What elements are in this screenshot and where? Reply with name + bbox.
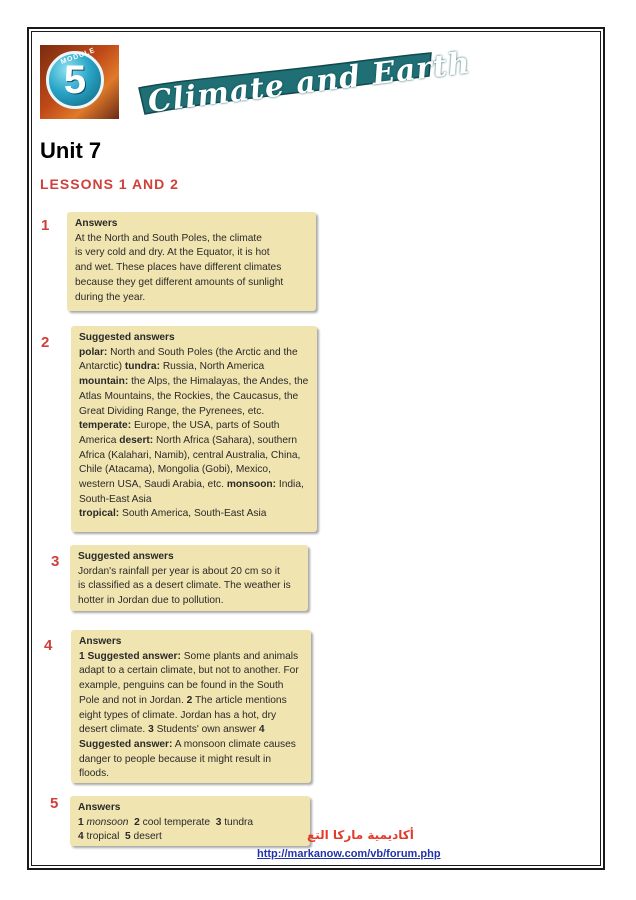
item-text: desert [133,831,162,843]
answer-line: is classified as a desert climate. The weather is [78,580,291,592]
climate-text-tundra: Russia, North America [162,361,265,373]
climate-label-polar: polar: [79,346,108,358]
banner-title: Climate and Earth [145,45,473,120]
climate-text-tropical: South America, South-East Asia [122,508,267,520]
climate-label-mountain: mountain: [79,376,129,388]
exercise-number-5: 5 [50,795,59,812]
climate-label-desert: desert: [119,434,154,446]
climate-text-monsoon: India, South-East Asia [79,479,304,505]
answer-label-2: 2 [186,694,193,706]
climate-text-desert: North Africa (Sahara), southern Africa (Kalahari, Namib), central Australia, China, Chile (Atacama), Mongolia (Gobi), Mexico, western USA, Saudi Arabia, etc. [79,434,301,491]
item-number: 1 [78,816,84,828]
answer-box-5 [70,796,310,846]
answer-label-4: 4 Suggested answer: [79,724,265,750]
answer-label-1: 1 Suggested answer: [79,650,181,662]
climate-text-temperate: Europe, the USA, parts of South America [79,420,280,446]
answer-line: during the year. [75,291,146,303]
item-text: monsoon [86,816,129,828]
climate-label-monsoon: monsoon: [226,479,277,491]
answer-text-4: A monsoon climate causes danger to people because it might result in floods. [79,738,296,780]
climate-text-polar: North and South Poles (the Arctic and the Antarctic) [79,346,298,373]
exercise-number-2: 2 [41,334,50,351]
exercise-number-1: 1 [41,217,50,234]
answer-box-2 [71,326,317,532]
exercise-number-4: 4 [44,637,53,654]
answer-box-1 [67,212,316,311]
answer-line: At the North and South Poles, the climate [75,232,262,244]
item-number: 2 [134,816,140,828]
exercise-number-3: 3 [51,553,60,570]
unit-title: Unit 7 [40,138,102,163]
item-number: 5 [125,831,131,843]
module-word: MODULE [59,46,97,67]
answer-line: is very cold and dry. At the Equator, it is hot [75,247,270,259]
answer-box-4 [71,630,311,783]
answer-text-3: Students' own answer [156,724,256,736]
answer-heading-4: Answers [79,636,122,647]
lessons-title: LESSONS 1 AND 2 [40,176,179,192]
answer-heading-2: Suggested answers [79,332,175,343]
climate-text-mountain: the Alps, the Himalayas, the Andes, the Atlas Mountains, the Rockies, the Caucasus, the Great Dividing Range, the Pyrenees, etc. [79,376,309,417]
item-text: cool temperate [142,816,211,828]
item-number: 4 [78,831,84,843]
answer-label-3: 3 [148,724,154,736]
answer-line: and wet. These places have different climates [75,262,282,274]
answer-heading-3: Suggested answers [78,551,174,562]
answer-line: hotter in Jordan due to pollution. [78,595,224,607]
answer-line: because they get different amounts of sunlight [75,276,284,288]
item-text: tundra [224,816,254,828]
module-number: 5 [63,58,87,102]
title-banner [137,45,473,120]
answer-box-3 [70,545,308,611]
answer-line: Jordan's rainfall per year is about 20 cm so it [78,565,280,577]
footer-forum-link[interactable]: http://markanow.com/vb/forum.php [257,848,441,860]
answer-text-2: The article mentions eight types of climate. Jordan has a hot, dry desert climate. [79,694,287,736]
answer-text-1: Some plants and animals adapt to a certain climate, but not to another. For example, penguins can be found in the South Pole and not in Jordan. [79,650,299,706]
answer-heading-1: Answers [75,218,118,229]
item-number: 3 [215,816,222,828]
climate-label-tundra: tundra: [124,361,160,373]
answer-heading-5: Answers [78,802,121,813]
item-text: tropical [86,831,120,843]
module-badge [40,45,119,119]
climate-label-tropical: tropical: [79,508,120,520]
climate-label-temperate: temperate: [79,420,132,432]
footer-arabic-text: أكاديمية ماركا التع [307,828,414,842]
